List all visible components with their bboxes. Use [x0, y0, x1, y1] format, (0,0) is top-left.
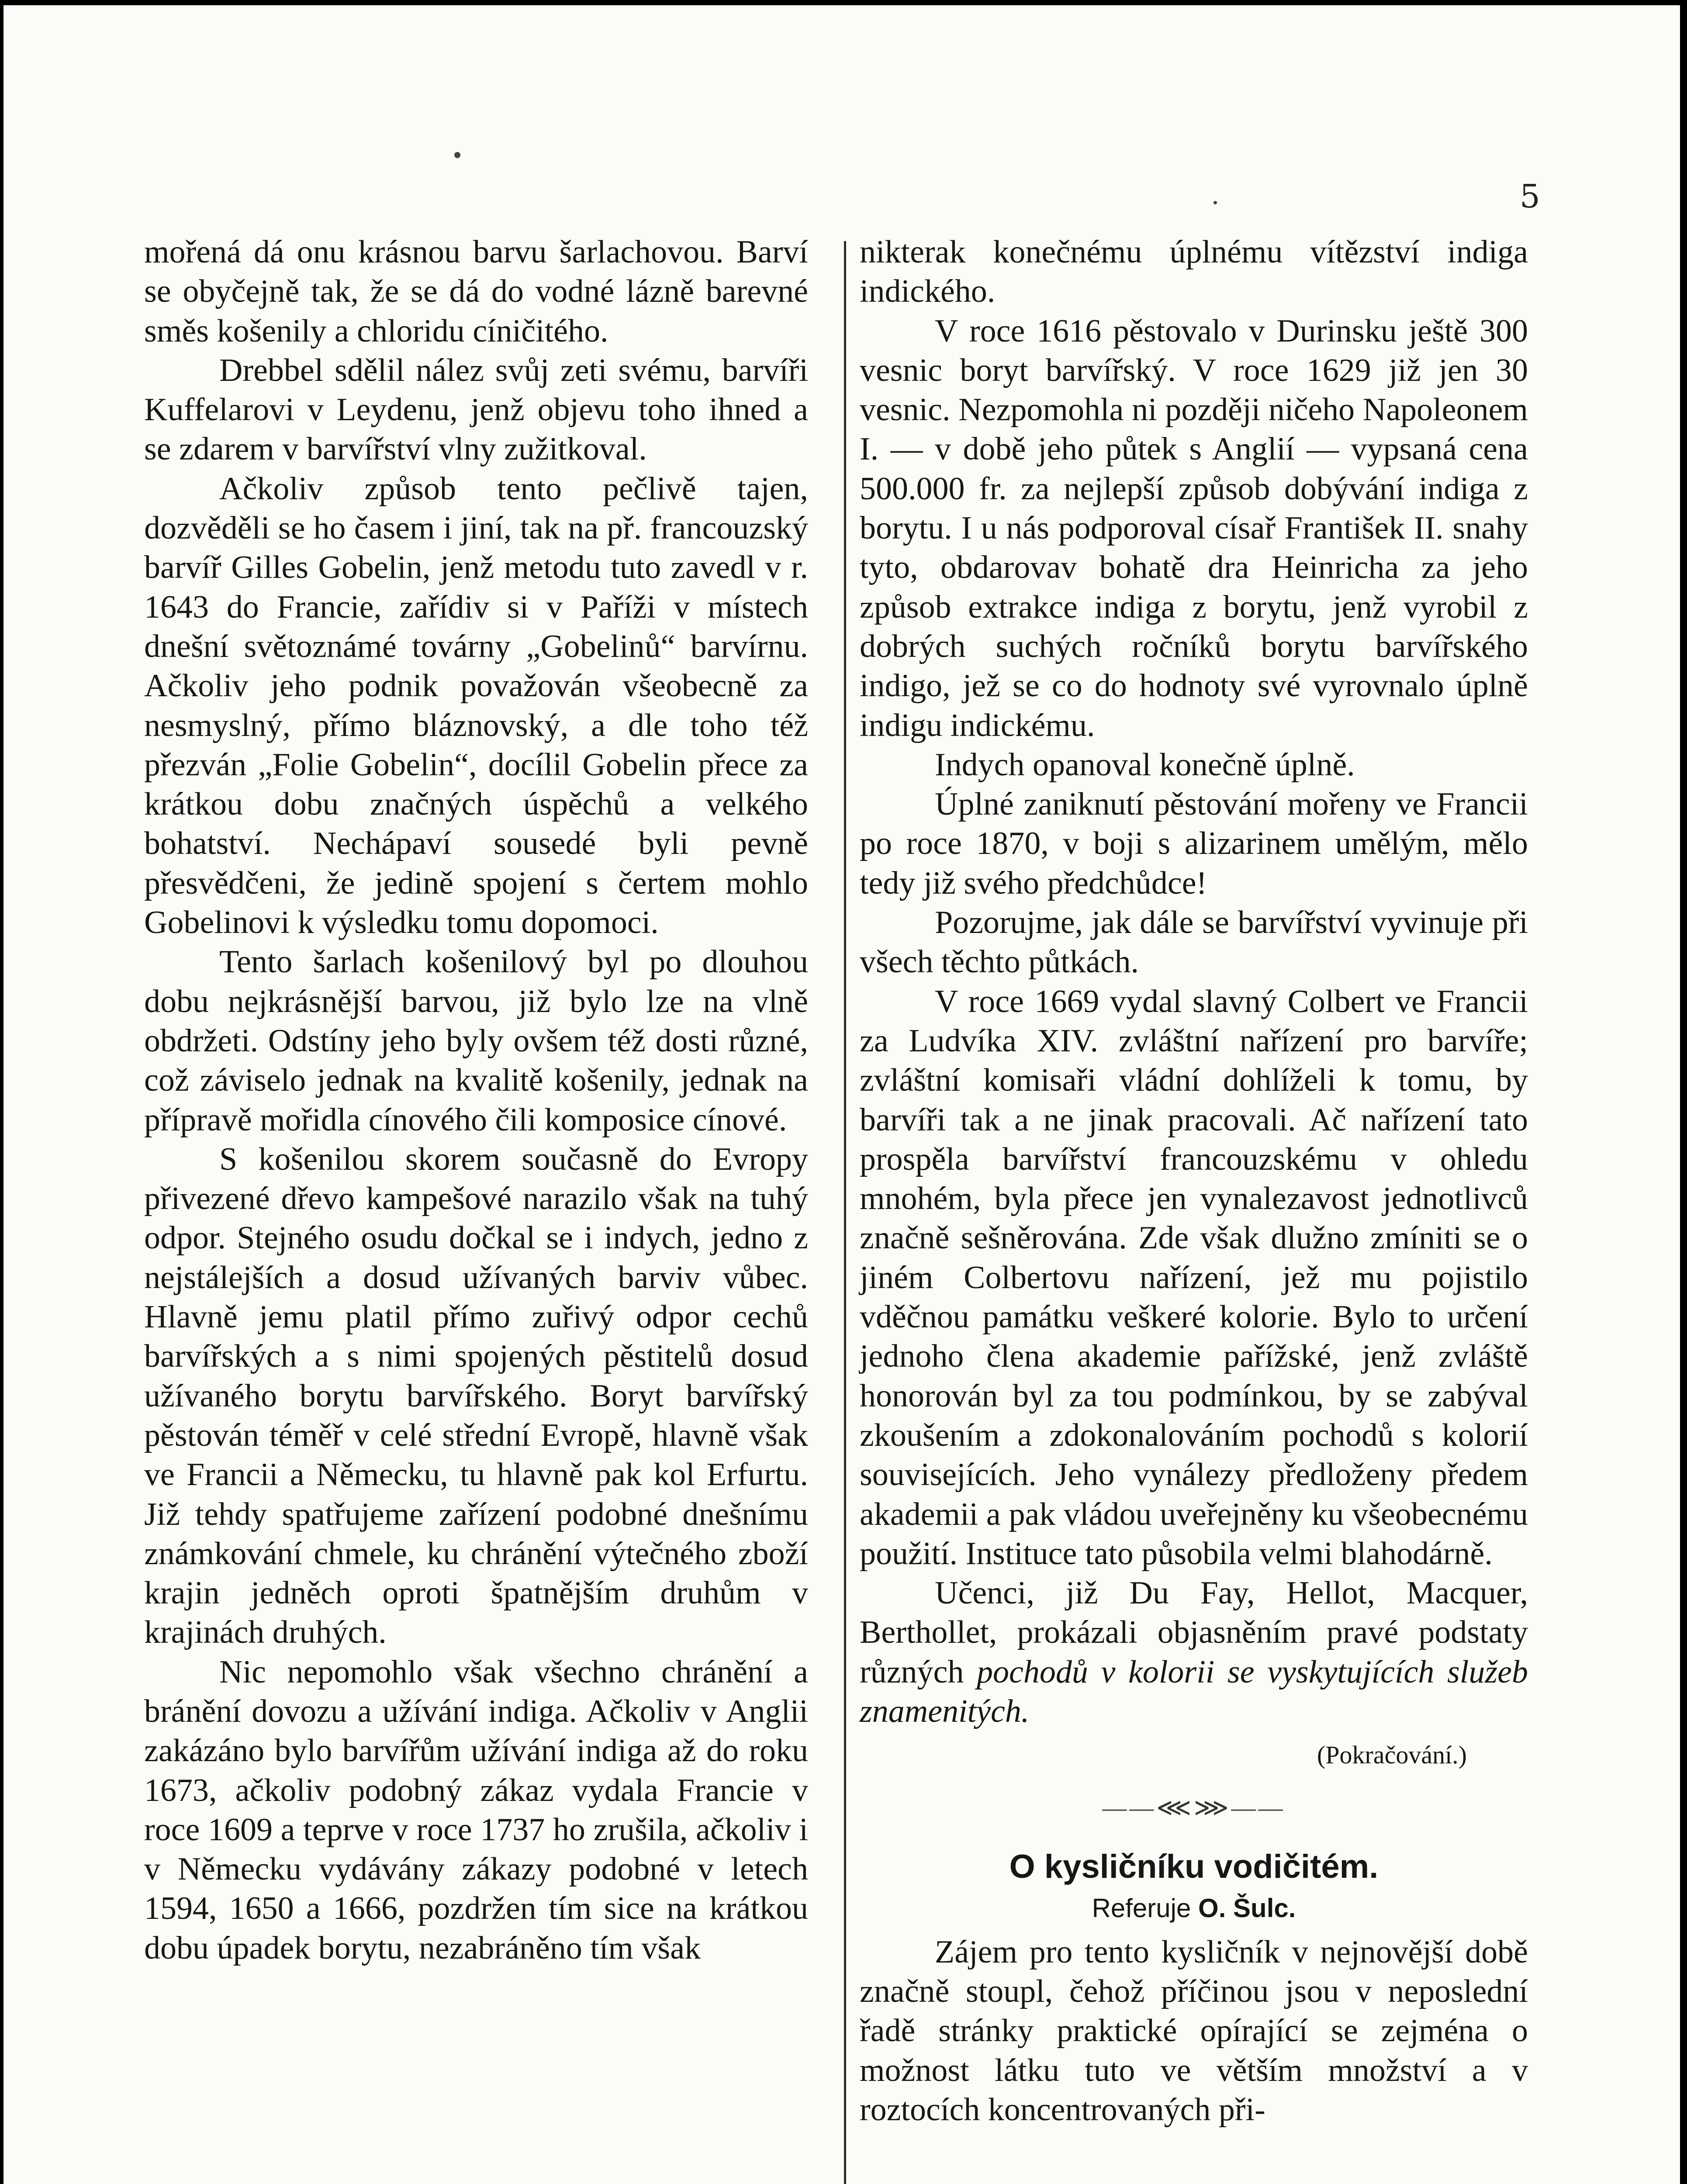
paragraph: S košenilou skorem současně do Evropy přivezené dřevo kampešové narazilo však na tuhý odpor. Stejného osudu dočkal se i indych, jedno z nejstálejších a dosud užívaných barviv vůbec. Hlavně jemu platil přímo zuřivý odpor cechů barvířských a s nimi spojených pěstitelů dosud užívaného borytu barvířského. Boryt barvířský pěstován téměř v celé střední Evropě, hlavně však ve Francii a Německu, tu hlavně pak kol Erfurtu. Již tehdy spatřujeme zařízení podobné dnešnímu známkování chmele, ku chránění výtečného zboží krajin jedněch oproti špatnějším druhům v krajinách druhých. [144, 1141, 808, 1651]
byline-prefix: Referuje [1092, 1893, 1191, 1923]
paragraph: V roce 1669 vydal slavný Colbert ve Francii za Ludvíka XIV. zvláštní nařízení pro barvíře; zvláštní komisaři vládní dohlíželi k tomu, by barvíři tak a ne jinak pracovali. Ač nařízení tato prospěla barvířství francouzskému v ohledu mnohém, byla přece jen vynalezavost jednotlivců značně sešněrována. Zde však dlužno zmíniti se o jiném Colbertovu nařízení, jež mu pojistilo vděčnou památku veškeré kolorie. Bylo to určení jednoho člena akademie pařížské, jenž zvláště honorován byl za tou podmínkou, by se zabýval zkoušením a zdokonalováním pochodů s kolorií souvisejících. Jeho vynálezy předloženy předem akademii a pak vládou uveřejněny ku všeobecnému použití. Instituce tato působila velmi blahodárně. [860, 983, 1528, 1572]
paragraph [860, 1573, 1528, 1731]
document-page [3, 5, 1680, 2184]
paragraph: Tento šarlach košenilový byl po dlouhou dobu nejkrásnější barvou, již bylo lze na vlně obdržeti. Odstíny jeho byly ovšem též dosti různé, což záviselo jednak na kvalitě košenily, jednak na přípravě mořidla cínového čili komposice cínové. [144, 944, 808, 1138]
paragraph: Zájem pro tento kysličník v nejnovější době značně stoupl, čehož příčinou jsou v neposlední řadě stránky praktické opírající se zejména o možnost látku tuto ve větším množství a v roztocích koncentrovaných při- [860, 1934, 1528, 2128]
paragraph: V roce 1616 pěstovalo v Durinsku ještě 300 vesnic boryt barvířský. V roce 1629 již jen 30 vesnic. Nezpomohla ni později ničeho Napoleonem I. — v době jeho půtek s Anglií — vypsaná cena 500.000 fr. za nejlepší způsob dobývání indiga z borytu. I u nás podporoval císař František II. snahy tyto, obdarovav bohatě dra Heinricha za jeho způsob extrakce indiga z borytu, jenž vyrobil z dobrých suchých ročníků borytu barvířského indigo, jež se co do hodnoty své vyrovnalo úplně indigu indickému. [860, 313, 1528, 743]
column-divider [844, 241, 846, 2184]
italic-phrase: pochodů v kolorii se vyskytujících služeb znamenitých. [860, 1654, 1528, 1729]
paragraph: Pozorujme, jak dále se barvířství vyvinuje při všech těchto půtkách. [860, 905, 1528, 980]
paragraph: Indych opanoval konečně úplně. [935, 746, 1355, 783]
continued-note: (Pokračování.) [1317, 1741, 1467, 1769]
left-column [144, 232, 808, 1968]
paragraph: Drebbel sdělil nález svůj zeti svému, barvíři Kuffelarovi v Leydenu, jenž objevu toho ihned a se zdarem v barvířství vlny zužitkoval. [144, 352, 808, 467]
paragraph: nikterak konečnému úplnému vítězství indiga indického. [860, 234, 1528, 310]
byline [860, 1889, 1528, 1928]
paragraph: Úplné zaniknutí pěstování mořeny ve Francii po roce 1870, v boji s alizarinem umělým, mělo tedy již svého předchůdce! [860, 786, 1528, 901]
page-number: 5 [1519, 178, 1540, 215]
byline-author: O. Šulc. [1198, 1893, 1296, 1923]
ornament-divider: ——⋘⋙—— [1102, 1794, 1286, 1821]
paragraph: Nic nepomohlo však všechno chránění a bránění dovozu a užívání indiga. Ačkoliv v Anglii zakázáno bylo barvířům užívání indiga až do roku 1673, ačkoliv podobný zákaz vydala Francie v roce 1609 a teprve v roce 1737 ho zrušila, ačkoliv i v Německu vydávány zákazy podobné v letech 1594, 1650 a 1666, pozdržen tím sice na krátkou dobu úpadek borytu, nezabráněno tím však [144, 1654, 808, 1966]
paragraph: mořená dá onu krásnou barvu šarlachovou. Barví se obyčejně tak, že se dá do vodné lázně barevné směs košenily a chloridu cíničitého. [144, 234, 808, 349]
scan-speck [1213, 201, 1217, 204]
paragraph-text: Učenci, již Du Fay, Hellot, Macquer, Berthollet, prokázali objasněním pravé podstaty různých [860, 1575, 1528, 1690]
article-title: O kysličníku vodičitém. [1009, 1848, 1379, 1885]
paragraph: Ačkoliv způsob tento pečlivě tajen, dozvěděli se ho časem i jiní, tak na př. francouzský barvíř Gilles Gobelin, jenž metodu tuto zavedl v r. 1643 do Francie, zařídiv si v Paříži v místech dnešní světoznámé továrny „Gobelinů“ barvírnu. Ačkoliv jeho podnik považován všeobecně za nesmyslný, přímo bláznovský, a dle toho též přezván „Folie Gobelin“, docílil Gobelin přece za krátkou dobu značných úspěchů a velkého bohatství. Nechápaví sousedé byli pevně přesvědčeni, že jedině spojení s čertem mohlo Gobelinovi k výsledku tomu dopomoci. [144, 470, 808, 941]
scan-speck [454, 152, 460, 158]
right-column [860, 232, 1528, 2129]
